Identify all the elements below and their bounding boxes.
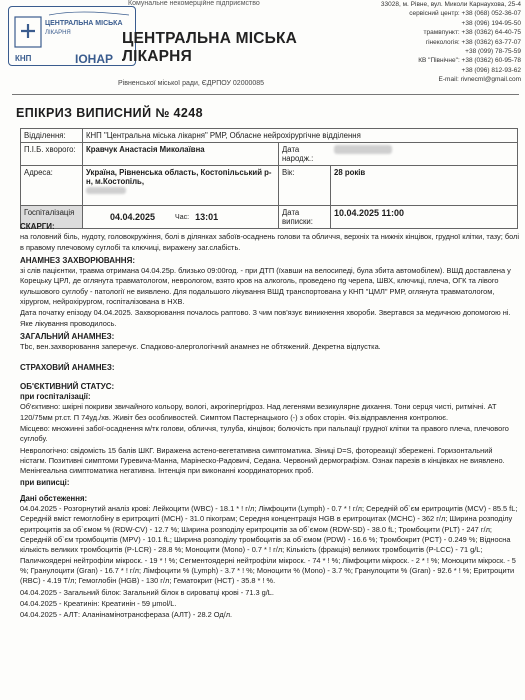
discharge-value: 10.04.2025 11:00	[334, 208, 405, 218]
time-label: Час:	[175, 213, 190, 221]
epicrisis-body	[20, 219, 520, 621]
hospital-name: ЦЕНТРАЛЬНА МІСЬКА ЛІКАРНЯ	[122, 30, 297, 65]
age-label: Вік:	[279, 166, 331, 205]
document-title: ЕПІКРИЗ ВИПИСНИЙ № 4248	[16, 106, 203, 120]
contact-line: КВ "Північне": +38 (0362) 60-95-78	[418, 57, 521, 65]
lab-creatinine: 04.04.2025 - Креатинін: Креатинін - 59 μmol/L.	[20, 598, 177, 608]
anamnesis-text: зі слів пацієнтки, травма отримана 04.04.25р. близько 09:00год. - при ДТП (їхавши на велосипеді, була збита автомобілем). ВШД доставлена у Корецьку ЦРЛ, де оглянута травматологом, неврологом, взято кров на алкоголь, проведено rtg черепа, ШВХ, ключиці, плеча, ОГК та лівого кульшового суглобу - патології не виявлено. Для подальшого лікування ВШД транспортована у КНП "ЦМЛ" РМР, оглянута травматологом, хірургом, нейрохірургом, госпіталізована в НХВ.	[20, 266, 511, 307]
contact-line: гінекологія: +38 (0362) 63-77-07	[425, 38, 521, 46]
hosp-label: Госпіталізація	[21, 206, 83, 228]
svg-text:КНП: КНП	[15, 54, 32, 63]
age-value: 28 років	[334, 168, 366, 177]
address-label: Адреса:	[21, 166, 83, 205]
onset-text: Дата початку епізоду 04.04.2025. Захворювання почалось раптово. З чим пов'язує виникнення хвороби. Звертався за медичною допомогою ні. Яке лікування проводилось.	[20, 308, 511, 328]
svg-text:ЦЕНТРАЛЬНА МІСЬКА: ЦЕНТРАЛЬНА МІСЬКА	[45, 20, 123, 27]
complaints-title: СКАРГИ:	[20, 222, 55, 231]
hosp-date: 04.04.2025	[110, 212, 156, 222]
contact-line: трамвпункт: +38 (0362) 64-40-75	[423, 29, 521, 37]
dob-value	[331, 143, 517, 165]
redacted-dob	[334, 145, 392, 154]
status-text: Об'єктивно: шкірні покриви звичайного кольору, вологі, акрогіпергідроз. Над легенями везикулярне дихання. Тони серця чисті, ритмічні. АТ 120/75мм рт.ст. П 74уд./хв. Живіт без особливостей. Симптом Пастернацького (-) з обох сторін. Фіз.відправлення контролює.	[20, 402, 497, 422]
department-label: Відділення:	[21, 129, 83, 142]
contact-line: 33028, м. Рівне, вул. Миколи Карнаухова, 25-4	[380, 1, 521, 8]
hosp-time: 13:01	[195, 212, 219, 222]
address-row	[20, 166, 518, 206]
insurance-anamnesis-title: СТРАХОВИЙ АНАМНЕЗ:	[20, 362, 115, 372]
neuro-status-text: Неврологічно: свідомість 15 балів ШКГ. Виражена астено-вегетативна симптоматика. Зіниці D=S, фотореакції збережені. Горизонтальний ністагм. Позитивні симптоми Гуревича-Манна, Марінеско-Радовичі, Седана. Червоний дермографізм. Ознак парезів в кінцівках не виявлено. Менінгеальна симптоматика негативна. Інтенція при виконанні координаторних проб.	[20, 445, 505, 476]
svg-text:ІОНАР: ІОНАР	[75, 52, 114, 66]
header-divider	[12, 94, 519, 95]
lab-blood-count: 04.04.2025 - Розгорнутий аналіз крові: Лейкоцити (WBC) - 18.1 * ! г/л; Лімфоцити (Lymph) - 0.7 * ! г/л; Середній об`єм еритроцитів (MCV) - 85.5 fL; Середній вміст гемоглобіну в еритроциті (MCH) - 31.0 пікограм; Середня концентрація HGB в еритроцитах (MCHC) - 362 г/л; Ширина розподілу еритроцитів за об`ємом % (RDW-CV) - 12.7 %; Ширина розподілу еритроцитів за об`ємом (RDW-SD) - 38.0 fL; Тромбоцити (PLT) - 247 г/л; Середній об`єм тромбоцитів (MPV) - 10.1 fL; Ширина розподілу тромбоцитів за об`ємом (PDW) - 16.6 %; Тромбокрит (PCT) - 0.249 %; Відносна кількість великих тромбоцитів (P-LCR) - 28.8 %; Моноцити (Mono) - 0.7 * ! г/л; Кількість (фракція) великих тромбоцитів (P-LCC) - 71 g/L; Паличкоядерні нейтрофіли мікроск. - 19 * ! %; Сегментоядерні нейтрофіли мікроск. - 74 * ! %; Лімфоцити мікроск. - 2 * ! %; Моноцити мікроск. - 5 %; Гранулоцити (Gran) - 16.7 * ! г/л; Лімфоцити % (Lymph) - 3.7 * ! %; Моноцити % (Mono) - 3.7 %; Гранулоцити % (Gran) - 92.6 * ! %; Еритроцити (RBC) - 4.19 Т/л; Гемоглобін (HGB) - 130 г/л; Гематокрит (HCT) - 35.8 * ! %.	[20, 504, 518, 586]
contact-line: E-mail: rivnecml@gmail.com	[438, 76, 521, 84]
enterprise-type: Комунальне некомерційне підприємство	[128, 0, 260, 7]
contact-line: +38 (096) 812-93-62	[461, 66, 521, 74]
svg-text:ЛІКАРНЯ: ЛІКАРНЯ	[45, 30, 71, 36]
anamnesis-title: АНАМНЕЗ ЗАХВОРЮВАННЯ:	[20, 255, 135, 265]
status-admission-subtitle: при госпіталізації:	[20, 392, 91, 402]
local-status-text: Місцево: множинні забої-осаднення м/тк голови, обличчя, тулуба, кінцівок; болючість при пальпації грудної клітки та правого плеча, плечового суглобу.	[20, 424, 509, 444]
lab-alt: 04.04.2025 - АЛТ: Аланінамінотрансфераза (АЛТ) - 28.2 Од/л.	[20, 610, 233, 620]
objective-status-title: ОБ'ЄКТИВНИЙ СТАТУС:	[20, 381, 115, 391]
address-value: Україна, Рівненська область, Костопільський р-н, м.Костопіль,	[83, 166, 279, 205]
general-anamnesis-title: ЗАГАЛЬНИЙ АНАМНЕЗ:	[20, 331, 115, 341]
contact-line: сервісний центр: +38 (068) 052-36-07	[409, 10, 521, 18]
lab-total-protein: 04.04.2025 - Загальний білок: Загальний білок в сироватці крові - 71.3 g/L.	[20, 587, 274, 597]
name-row	[20, 143, 518, 166]
department-row	[20, 128, 518, 143]
discharge-label: Дата виписки:	[279, 206, 331, 228]
department-value: КНП "Центральна міська лікарня" РМР, Обласне нейрохірургічне відділення	[86, 131, 361, 140]
hospital-logo-stamp	[8, 6, 136, 66]
patient-info-table	[20, 128, 518, 229]
name-label: П.І.Б. хворого:	[21, 143, 83, 165]
letterhead-left	[0, 0, 320, 100]
council-line: Рівненської міської ради, ЄДРПОУ 02000085	[118, 80, 265, 87]
letterhead-contacts	[361, 0, 521, 85]
general-anamnesis-text: Тbс, вен.захворювання заперечує. Спадково-алергологічний анамнез не обтяжений. Декретна відпустка.	[20, 342, 381, 352]
contact-line: +38 (096) 194-95-50	[461, 19, 521, 27]
patient-name: Кравчук Анастасія Миколаївна	[83, 143, 279, 165]
complaints-text: на головний біль, нудоту, головокружіння, болі в ділянках забоїв-осаднень голови та обличчя, верхніх та нижніх кінцівок, грудної клітки, тазу; болі в правому плечовому суглобі та ключиці, виражену заг.слабість.	[20, 232, 519, 252]
redacted-street	[86, 187, 126, 194]
exam-data-title: Дані обстеження:	[20, 493, 88, 503]
dob-label: Дата народж.:	[282, 145, 314, 163]
status-discharge-subtitle: при виписці:	[20, 477, 70, 487]
contact-line: +38 (099) 78-75-59	[465, 48, 521, 56]
